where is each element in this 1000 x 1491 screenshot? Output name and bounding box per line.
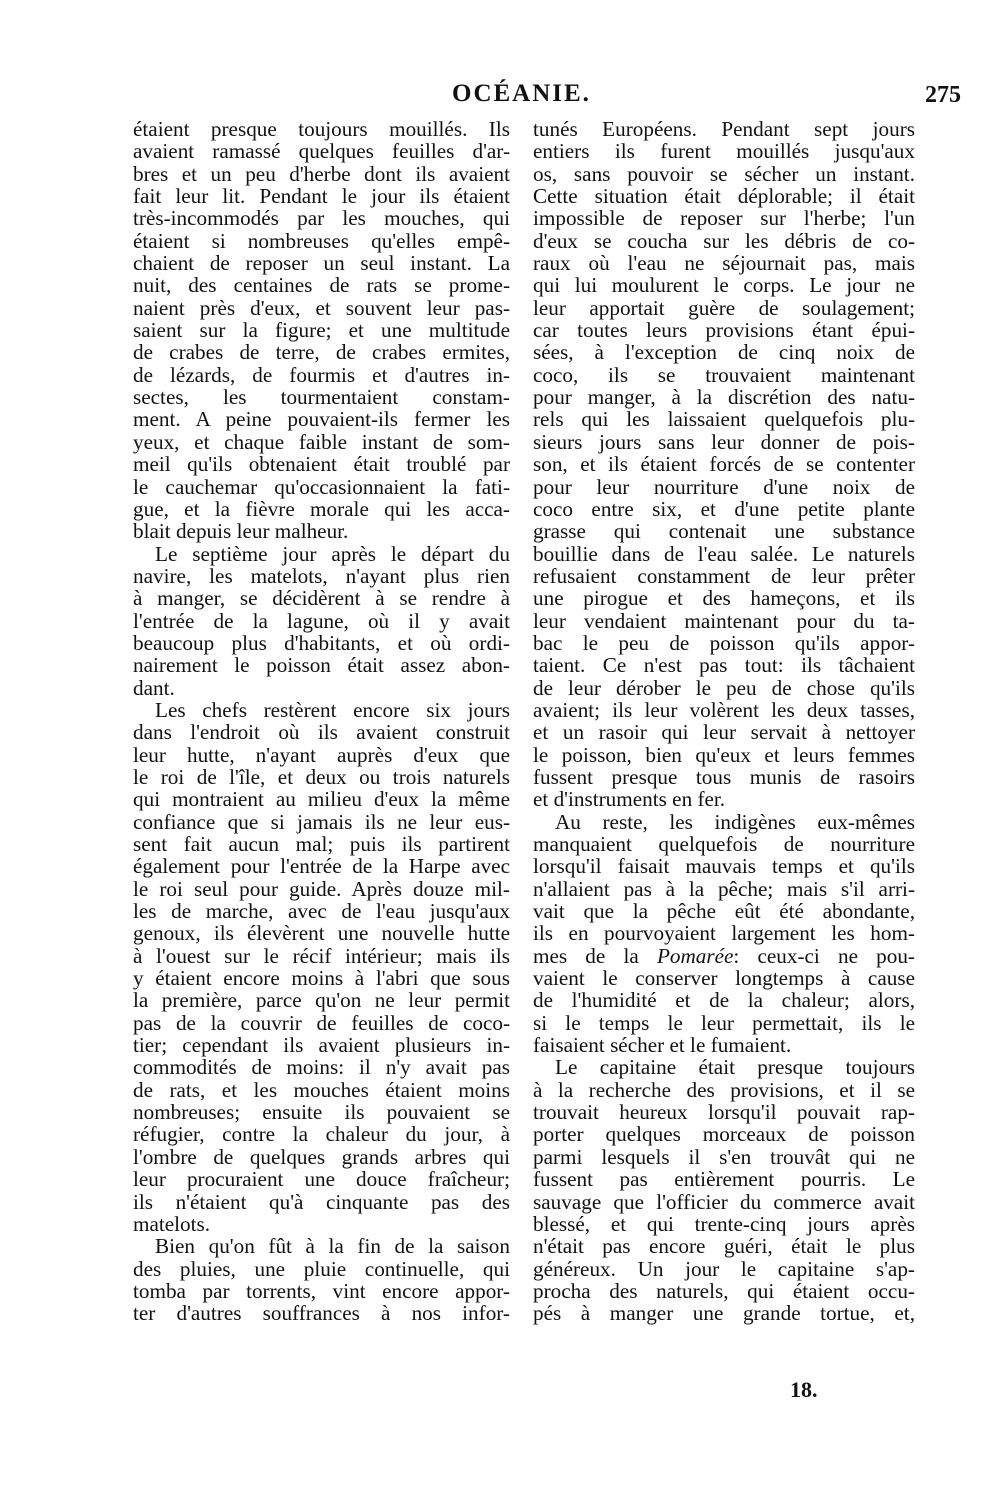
text-line: ter d'autres souffrances à nos infor- xyxy=(133,1301,510,1326)
text-line: bac le peu de poisson qu'ils appor- xyxy=(533,630,915,655)
text-line: bres et un peu d'herbe dont ils avaient xyxy=(133,161,510,186)
text-line: coco entre six, et d'une petite plante xyxy=(533,496,915,521)
text-line: fussent pas entièrement pourris. Le xyxy=(533,1167,915,1192)
text-line: une pirogue et des hameçons, et ils xyxy=(533,586,915,611)
text-line: avaient; ils leur volèrent les deux tasses, xyxy=(533,697,915,722)
text-line: taient. Ce n'est pas tout: ils tâchaient xyxy=(533,653,915,678)
text-line: et un rasoir qui leur servait à nettoyer xyxy=(533,720,915,745)
text-line: sées, à l'exception de cinq noix de xyxy=(533,340,915,365)
text-line: réfugier, contre la chaleur du jour, à xyxy=(133,1122,510,1147)
text-line: vaient le conserver longtemps à cause xyxy=(533,966,915,991)
text-line: étaient si nombreuses qu'elles empê- xyxy=(133,228,510,253)
text-line: refusaient constamment de leur prêter xyxy=(533,563,915,588)
text-line: sauvage que l'officier du commerce avait xyxy=(533,1189,915,1214)
text-line: pour leur nourriture d'une noix de xyxy=(533,474,915,499)
text-line: blait depuis leur malheur. xyxy=(133,519,349,544)
text-line: nuit, des centaines de rats se prome- xyxy=(133,273,510,298)
text-line: os, sans pouvoir se sécher un instant. xyxy=(533,161,915,186)
text-line: le roi de l'île, et deux ou trois naturels xyxy=(133,764,510,789)
text-line: ils n'étaient qu'à cinquante pas des xyxy=(133,1189,510,1214)
text-line: manquaient quelquefois de nourriture xyxy=(533,832,915,856)
text-line: trouvait heureux lorsqu'il pouvait rap- xyxy=(533,1100,915,1125)
text-line: n'allaient pas à la pêche; mais s'il arri- xyxy=(533,876,915,901)
text-line: impossible de reposer sur l'herbe; l'un xyxy=(533,206,915,231)
text-line: avaient ramassé quelques feuilles d'ar- xyxy=(133,139,510,164)
right-column xyxy=(533,118,915,1325)
text-line: également pour l'entrée de la Harpe avec xyxy=(133,854,510,879)
text-line: beaucoup plus d'habitants, et où ordi- xyxy=(133,630,510,655)
text-line: genoux, ils élevèrent une nouvelle hutte xyxy=(133,921,510,946)
text-line: à la recherche des provisions, et il se xyxy=(533,1077,915,1102)
text-line: qui montraient au milieu d'eux la même xyxy=(133,787,510,812)
text-line: d'eux se coucha sur les débris de co- xyxy=(533,228,915,253)
text-line: généreux. Un jour le capitaine s'ap- xyxy=(533,1256,915,1281)
text-line: yeux, et chaque faible instant de som- xyxy=(133,429,510,454)
text-line: le cauchemar qu'occasionnaient la fati- xyxy=(133,474,510,499)
text-line: commodités de moins: il n'y avait pas xyxy=(133,1055,510,1080)
text-line: à manger, se décidèrent à se rendre à xyxy=(133,586,510,611)
text-line: de leur dérober le peu de chose qu'ils xyxy=(533,675,915,700)
text-line: leur hutte, n'ayant auprès d'eux que xyxy=(133,742,510,767)
text-line: Bien qu'on fût à la fin de la saison xyxy=(155,1234,510,1259)
text-line: à l'ouest sur le récif intérieur; mais ils xyxy=(133,943,510,968)
text-line: étaient presque toujours mouillés. Ils xyxy=(133,117,510,141)
text-line: son, et ils étaient forcés de se contenter xyxy=(533,452,915,477)
text-line: leur vendaient maintenant pour du ta- xyxy=(533,608,915,633)
text-line: y étaient encore moins à l'abri que sous xyxy=(133,966,510,991)
text-line: nairement le poisson était assez abon- xyxy=(133,653,510,678)
text-line: Le capitaine était presque toujours xyxy=(555,1055,915,1080)
text-line: le poisson, bien qu'eux et leurs femmes xyxy=(533,742,915,767)
text-line: pés à manger une grande tortue, et, xyxy=(533,1301,915,1326)
text-line: de l'humidité et de la chaleur; alors, xyxy=(533,988,915,1013)
text-line: sent fait aucun mal; puis ils partirent xyxy=(133,832,510,856)
text-line: fussent presque tous munis de rasoirs xyxy=(533,764,915,789)
text-line: qui lui moulurent le corps. Le jour ne xyxy=(533,273,915,298)
text-line: la première, parce qu'on ne leur permit xyxy=(133,988,510,1013)
text-line: raux où l'eau ne séjournait pas, mais xyxy=(533,251,915,276)
text-line: parmi lesquels il s'en trouvât qui ne xyxy=(533,1144,915,1169)
text-line: dans l'endroit où ils avaient construit xyxy=(133,720,510,745)
text-line: tomba par torrents, vint encore appor- xyxy=(133,1278,510,1303)
text-line: leur apportait guère de soulagement; xyxy=(533,295,915,320)
signature-mark: 18. xyxy=(790,1377,818,1402)
text-line: l'entrée de la lagune, où il y avait xyxy=(133,608,510,633)
text-line: leur procuraient une douce fraîcheur; xyxy=(133,1167,510,1192)
text-line: tier; cependant ils avaient plusieurs in- xyxy=(133,1033,510,1058)
text-line: pas de la couvrir de feuilles de coco- xyxy=(133,1010,510,1035)
text-line: et d'instruments en fer. xyxy=(533,787,726,812)
text-line: ment. A peine pouvaient-ils fermer les xyxy=(133,407,510,432)
text-line: dant. xyxy=(133,675,175,700)
text-line: bouillie dans de l'eau salée. Le naturels xyxy=(533,541,915,566)
text-line: gue, et la fièvre morale qui les acca- xyxy=(133,496,510,521)
text-line: meil qu'ils obtenaient était troublé par xyxy=(133,452,510,477)
text-line: de rats, et les mouches étaient moins xyxy=(133,1077,510,1102)
text-line: blessé, et qui trente-cinq jours après xyxy=(533,1211,915,1236)
text-line: confiance que si jamais ils ne leur eus- xyxy=(133,809,510,834)
text-line: tunés Européens. Pendant sept jours xyxy=(533,117,915,141)
text-line: car toutes leurs provisions étant épui- xyxy=(533,318,915,343)
text-line: navire, les matelots, n'ayant plus rien xyxy=(133,563,510,588)
running-head xyxy=(0,80,1000,110)
text-line: des pluies, une pluie continuelle, qui xyxy=(133,1256,510,1281)
italic-ship-name: Pomarée xyxy=(656,943,734,968)
text-line: porter quelques morceaux de poisson xyxy=(533,1122,915,1147)
text-line: fait leur lit. Pendant le jour ils étaient xyxy=(133,184,510,209)
text-line: de lézards, de fourmis et d'autres in- xyxy=(133,362,510,387)
text-line: grasse qui contenait une substance xyxy=(533,519,915,544)
text-line: pour manger, à la discrétion des natu- xyxy=(533,385,915,410)
text-line: naient près d'eux, et souvent leur pas- xyxy=(133,295,510,320)
text-line: l'ombre de quelques grands arbres qui xyxy=(133,1144,510,1169)
text-line: entiers ils furent mouillés jusqu'aux xyxy=(533,139,915,164)
text-line: coco, ils se trouvaient maintenant xyxy=(533,362,915,387)
left-column xyxy=(133,118,510,1325)
text-line: Les chefs restèrent encore six jours xyxy=(155,697,510,722)
text-line: de crabes de terre, de crabes ermites, xyxy=(133,340,510,365)
text-line: nombreuses; ensuite ils pouvaient se xyxy=(133,1100,510,1125)
text-line: mes de la Pomarée: ceux-ci ne pou- xyxy=(533,943,915,968)
text-line: faisaient sécher et le fumaient. xyxy=(533,1033,792,1058)
text-line: Cette situation était déplorable; il était xyxy=(533,184,915,209)
text-line: procha des naturels, qui étaient occu- xyxy=(533,1278,915,1303)
text-line: le roi seul pour guide. Après douze mil- xyxy=(133,876,510,901)
running-title: OCÉANIE. xyxy=(452,80,591,107)
text-line: n'était pas encore guéri, était le plus xyxy=(533,1234,915,1259)
text-line: très-incommodés par les mouches, qui xyxy=(133,206,510,231)
text-line: Le septième jour après le départ du xyxy=(155,541,510,566)
text-line: les de marche, avec de l'eau jusqu'aux xyxy=(133,899,510,924)
text-line: sieurs jours sans leur donner de pois- xyxy=(533,429,915,454)
text-line: rels qui les laissaient quelquefois plu- xyxy=(533,407,915,432)
text-line: chaient de reposer un seul instant. La xyxy=(133,251,510,276)
text-line: ils en pourvoyaient largement les hom- xyxy=(533,921,915,946)
text-line: Au reste, les indigènes eux-mêmes xyxy=(555,809,915,834)
text-line: lorsqu'il faisait mauvais temps et qu'ils xyxy=(533,854,915,879)
text-line: matelots. xyxy=(133,1211,211,1236)
text-line: saient sur la figure; et une multitude xyxy=(133,318,510,343)
text-line: si le temps le leur permettait, ils le xyxy=(533,1010,915,1035)
text-line: vait que la pêche eût été abondante, xyxy=(533,899,915,924)
page-number: 275 xyxy=(925,82,961,108)
text-line: sectes, les tourmentaient constam- xyxy=(133,385,510,410)
